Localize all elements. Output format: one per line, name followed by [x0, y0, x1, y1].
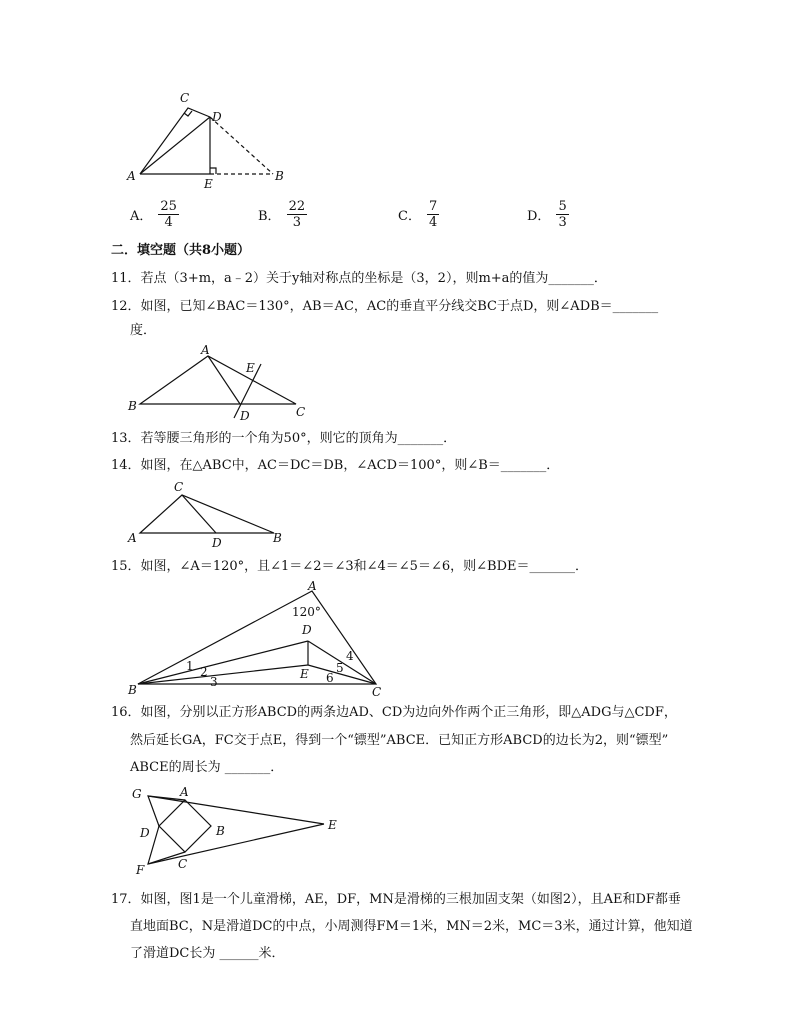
fig12-triangle	[140, 356, 296, 404]
question-17-line1: 17．如图，图1是一个儿童滑梯，AE，DF，MN是滑梯的三根加固支架（如图2），且AE和DF都垂	[111, 892, 681, 907]
option-d-letter: D．	[527, 209, 551, 224]
question-17-line2: 直地面BC，N是滑道DC的中点，小周测得FM＝1米，MN＝2米，MC＝3米，通过计算，他知道	[130, 919, 693, 934]
fig10-db-dashed	[210, 117, 273, 174]
question-12-line2: 度．	[130, 323, 157, 338]
fig15-label-120: 120°	[292, 605, 321, 619]
fig16-label-e: E	[328, 818, 337, 832]
fig14-label-d: D	[212, 536, 222, 549]
fig10-triangle	[140, 108, 210, 174]
question-16-line2: 然后延长GA，FC交于点E，得到一个“镖型”ABCE．已知正方形ABCD的边长为2，则“镖型”	[130, 733, 669, 748]
section-title: 二．填空题（共8小题）	[111, 243, 251, 258]
figure-q15	[122, 578, 394, 698]
fig10-label-e: E	[204, 177, 213, 191]
fig16-label-f: F	[136, 863, 145, 876]
fig12-label-d: D	[240, 409, 250, 423]
question-17-line3: 了滑道DC长为 ______米．	[130, 946, 285, 961]
fig14-label-c: C	[174, 480, 184, 494]
figure-q10	[118, 88, 298, 193]
fig10-label-a: A	[127, 169, 136, 183]
option-a	[130, 199, 179, 230]
figure-q16	[128, 784, 350, 876]
fig14-triangle	[140, 495, 274, 533]
fig15-angle-1: 1	[186, 659, 194, 673]
question-15: 15．如图，∠A＝120°，且∠1＝∠2＝∠3和∠4＝∠5＝∠6，则∠BDE＝_______．	[111, 559, 588, 574]
fig10-label-d: D	[212, 110, 222, 124]
fig16-label-d: D	[140, 826, 150, 840]
fig12-label-a: A	[201, 343, 210, 357]
question-14: 14．如图，在△ABC中，AC＝DC＝DB，∠ACD＝100°，则∠B＝_______．	[111, 458, 560, 473]
fig16-fe	[148, 824, 324, 864]
option-b-fraction: $\frac{22}{3}$	[288, 199, 306, 230]
question-11: 11．若点（3+m，a﹣2）关于y轴对称点的坐标是（3，2），则m+a的值为_______．	[111, 271, 607, 286]
fig14-label-b: B	[273, 531, 282, 545]
option-d-fraction: $\frac{5}{3}$	[558, 199, 567, 230]
option-b-letter: B．	[258, 209, 281, 224]
fig15-angle-4: 4	[346, 649, 354, 663]
option-c	[398, 199, 439, 230]
fig16-label-a: A	[180, 785, 189, 799]
option-a-letter: A．	[130, 209, 153, 224]
fig10-right-angle-e	[210, 168, 216, 174]
fig12-label-e: E	[246, 361, 255, 375]
fig16-label-g: G	[132, 787, 142, 801]
fig16-label-b: B	[216, 824, 225, 838]
fig15-angle-5: 5	[336, 661, 344, 675]
option-d	[527, 199, 569, 230]
fig14-cd	[182, 495, 216, 533]
fig15-label-a: A	[308, 579, 317, 593]
fig15-bd	[138, 641, 308, 684]
question-16-line1: 16．如图，分别以正方形ABCD的两条边AD、CD为边向外作两个正三角形，即△ADG与△CDF，	[111, 705, 677, 720]
figure-q14	[124, 479, 290, 549]
option-b	[258, 199, 307, 230]
fig15-angle-6: 6	[326, 671, 334, 685]
fig10-label-b: B	[275, 169, 284, 183]
figure-q12	[124, 342, 314, 424]
fig16-label-c: C	[178, 857, 188, 871]
option-a-fraction: $\frac{25}{4}$	[160, 199, 177, 230]
fig10-label-c: C	[180, 91, 190, 105]
fig12-ad	[208, 356, 240, 404]
fig12-label-c: C	[296, 405, 306, 419]
option-c-fraction: $\frac{7}{4}$	[428, 199, 438, 230]
fig15-label-e: E	[300, 667, 309, 681]
fig15-label-d: D	[302, 623, 312, 637]
fig15-angle-3: 3	[210, 675, 218, 689]
fig15-label-b: B	[128, 683, 137, 697]
fig15-be	[138, 665, 308, 684]
question-12-line1: 12．如图，已知∠BAC＝130°，AB＝AC，AC的垂直平分线交BC于点D，则∠ADB＝_______	[111, 299, 659, 314]
fig15-angle-2: 2	[200, 665, 208, 679]
question-16-line3: ABCE的周长为 _______．	[130, 760, 284, 775]
fig12-label-b: B	[128, 399, 137, 413]
option-c-letter: C．	[398, 209, 421, 224]
fig16-square	[159, 800, 211, 852]
fig14-label-a: A	[128, 531, 137, 545]
fig15-label-c: C	[372, 685, 382, 698]
question-13: 13．若等腰三角形的一个角为50°，则它的顶角为_______．	[111, 431, 457, 446]
